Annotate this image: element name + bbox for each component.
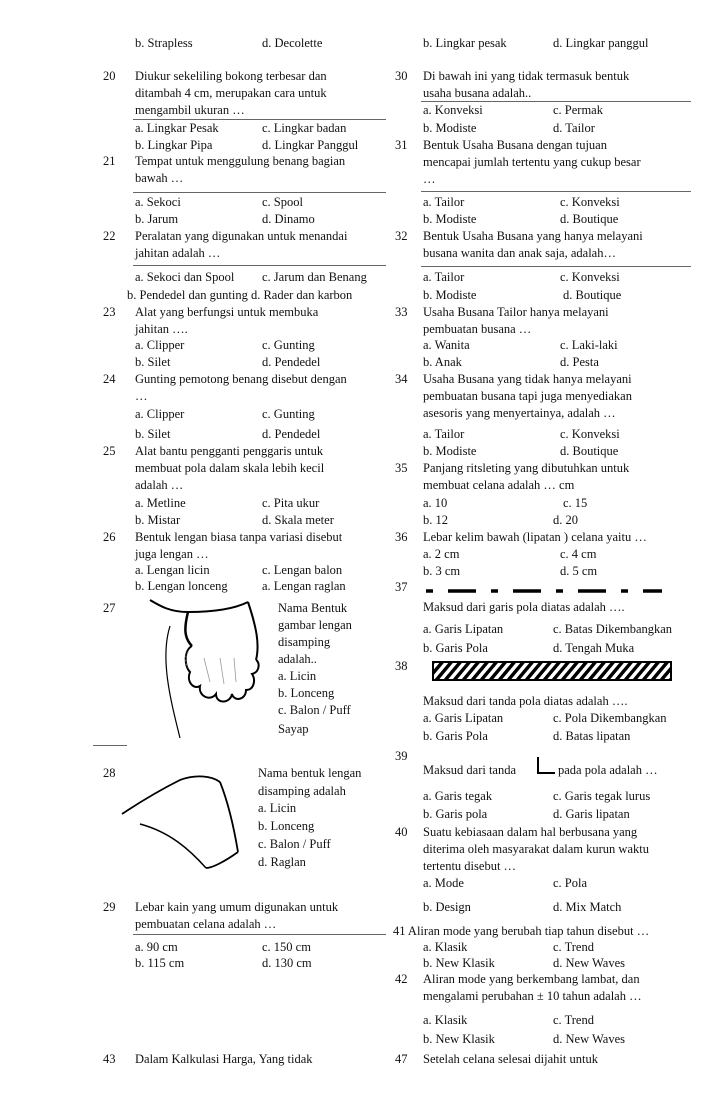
text-line: ditambah 4 cm, merupakan cara untuk <box>135 86 327 100</box>
separator <box>421 101 691 102</box>
text-line: 32 <box>395 229 408 243</box>
separator <box>93 745 127 746</box>
text-line: pembuatan celana adalah … <box>135 917 277 931</box>
text-line: 42 <box>395 972 408 986</box>
hatched-pattern-bar <box>432 661 672 681</box>
text-line: a. Tailor <box>423 270 465 284</box>
text-line: pembuatan busana tapi juga menyediakan <box>423 389 632 403</box>
text-line: Diukur sekeliling bokong terbesar dan <box>135 69 327 83</box>
text-line: d. New Waves <box>553 1032 626 1046</box>
text-line: 27 <box>103 601 116 615</box>
text-line: Sayap <box>278 722 309 736</box>
text-line: Panjang ritsleting yang dibutuhkan untuk <box>423 461 630 475</box>
text-line: d. Raglan <box>258 855 306 869</box>
text-line: b. New Klasik <box>423 956 495 970</box>
text-line: Bentuk Usaha Busana dengan tujuan <box>423 138 607 152</box>
text-line: a. Mode <box>423 876 464 890</box>
text-line: asesoris yang menyertainya, adalah … <box>423 406 616 420</box>
text-line: Peralatan yang digunakan untuk menandai <box>135 229 348 243</box>
separator <box>133 265 386 266</box>
separator <box>133 934 386 935</box>
text-line: … <box>423 172 436 186</box>
text-line: b. 115 cm <box>135 956 185 970</box>
text-line: Bentuk lengan biasa tanpa variasi disebut <box>135 530 343 544</box>
text-line: Maksud dari tanda pola diatas adalah …. <box>423 694 628 708</box>
text-line: d. 130 cm <box>262 956 312 970</box>
text-line: c. Garis tegak lurus <box>553 789 651 803</box>
text-line: b. 12 <box>423 513 448 527</box>
text-line: Maksud dari garis pola diatas adalah …. <box>423 600 625 614</box>
text-line: Maksud dari tanda <box>423 763 517 777</box>
dash-dot-pattern-line <box>424 586 664 596</box>
text-line: bawah … <box>135 171 184 185</box>
text-line: Dalam Kalkulasi Harga, Yang tidak <box>135 1052 313 1066</box>
text-line: 26 <box>103 530 116 544</box>
text-line: 35 <box>395 461 408 475</box>
text-line: 38 <box>395 659 408 673</box>
text-line: b. Garis Pola <box>423 729 488 743</box>
text-line: d. Mix Match <box>553 900 622 914</box>
text-line: b. Anak <box>423 355 462 369</box>
text-line: d. Boutique <box>563 288 622 302</box>
text-line: d. Dinamo <box>262 212 315 226</box>
text-line: Tempat untuk menggulung benang bagian <box>135 154 346 168</box>
text-line: 34 <box>395 372 408 386</box>
text-line: b. Modiste <box>423 444 477 458</box>
text-line: b. Garis pola <box>423 807 488 821</box>
text-line: pembuatan busana … <box>423 322 532 336</box>
text-line: Setelah celana selesai dijahit untuk <box>423 1052 598 1066</box>
text-line: c. Gunting <box>262 407 315 421</box>
text-line: a. Tailor <box>423 427 465 441</box>
text-line: c. Pola <box>553 876 588 890</box>
text-line: 41 Aliran mode yang berubah tiap tahun disebut … <box>393 924 650 938</box>
text-line: b. Pendedel dan gunting d. Rader dan karbon <box>127 288 353 302</box>
text-line: 25 <box>103 444 116 458</box>
text-line: b. Lingkar pesak <box>423 36 507 50</box>
text-line: c. Laki-laki <box>560 338 618 352</box>
text-line: a. 90 cm <box>135 940 178 954</box>
text-line: membuat celana adalah … cm <box>423 478 575 492</box>
text-line: d. Skala meter <box>262 513 334 527</box>
text-line: b. Lonceng <box>258 819 315 833</box>
text-line: adalah … <box>135 478 184 492</box>
text-line: c. Batas Dikembangkan <box>553 622 673 636</box>
text-line: b. Mistar <box>135 513 181 527</box>
text-line: a. Licin <box>258 801 297 815</box>
text-line: Nama bentuk lengan <box>258 766 362 780</box>
text-line: b. Silet <box>135 355 171 369</box>
text-line: d. Garis lipatan <box>553 807 630 821</box>
text-line: 40 <box>395 825 408 839</box>
text-line: 33 <box>395 305 408 319</box>
text-line: c. Konveksi <box>560 195 620 209</box>
text-line: b. Modiste <box>423 212 477 226</box>
text-line: disamping adalah <box>258 784 346 798</box>
separator <box>133 192 386 193</box>
text-line: c. Lengan balon <box>262 563 343 577</box>
text-line: d. Lingkar panggul <box>553 36 649 50</box>
text-line: d. Boutique <box>560 212 619 226</box>
text-line: a. Metline <box>135 496 186 510</box>
text-line: c. Balon / Puff <box>258 837 331 851</box>
text-line: d. Tengah Muka <box>553 641 635 655</box>
text-line: b. Lonceng <box>278 686 335 700</box>
text-line: d. 5 cm <box>560 564 598 578</box>
text-line: d. Pendedel <box>262 355 321 369</box>
text-line: c. Gunting <box>262 338 315 352</box>
text-line: 21 <box>103 154 116 168</box>
text-line: jahitan adalah … <box>135 246 221 260</box>
text-line: 47 <box>395 1052 408 1066</box>
text-line: Alat bantu pengganti penggaris untuk <box>135 444 324 458</box>
text-line: 30 <box>395 69 408 83</box>
text-line: a. Lengan raglan <box>262 579 346 593</box>
text-line: Aliran mode yang berkembang lambat, dan <box>423 972 640 986</box>
text-line: a. Garis Lipatan <box>423 622 504 636</box>
text-line: b. Lingkar Pipa <box>135 138 213 152</box>
text-line: c. 4 cm <box>560 547 597 561</box>
text-line: c. Jarum dan Benang <box>262 270 367 284</box>
text-line: c. Konveksi <box>560 270 620 284</box>
text-line: a. Clipper <box>135 338 185 352</box>
text-line: jahitan …. <box>135 322 188 336</box>
text-line: 20 <box>103 69 116 83</box>
text-line: a. Sekoci <box>135 195 181 209</box>
text-line: c. Konveksi <box>560 427 620 441</box>
text-line: … <box>135 389 148 403</box>
text-line: b. Lengan lonceng <box>135 579 228 593</box>
text-line: a. Klasik <box>423 1013 468 1027</box>
text-line: b. Jarum <box>135 212 179 226</box>
text-line: a. Konveksi <box>423 103 483 117</box>
text-line: juga lengan … <box>135 547 209 561</box>
text-line: Bentuk Usaha Busana yang hanya melayani <box>423 229 643 243</box>
text-line: 22 <box>103 229 116 243</box>
text-line: c. Permak <box>553 103 603 117</box>
text-line: 28 <box>103 766 116 780</box>
text-line: Lebar kelim bawah (lipatan ) celana yaitu … <box>423 530 647 544</box>
text-line: b. Modiste <box>423 121 477 135</box>
text-line: 23 <box>103 305 116 319</box>
text-line: mencapai jumlah tertentu yang cukup besar <box>423 155 641 169</box>
text-line: mengalami perubahan ± 10 tahun adalah … <box>423 989 642 1003</box>
text-line: d. New Waves <box>553 956 626 970</box>
text-line: b. Strapless <box>135 36 193 50</box>
text-line: b. 3 cm <box>423 564 461 578</box>
text-line: b. Modiste <box>423 288 477 302</box>
text-line: 24 <box>103 372 116 386</box>
text-line: b. Design <box>423 900 471 914</box>
text-line: a. Klasik <box>423 940 468 954</box>
text-line: d. Boutique <box>560 444 619 458</box>
text-line: a. Garis tegak <box>423 789 493 803</box>
text-line: 39 <box>395 749 408 763</box>
text-line: a. Wanita <box>423 338 470 352</box>
text-line: d. Tailor <box>553 121 595 135</box>
text-line: Lebar kain yang umum digunakan untuk <box>135 900 339 914</box>
text-line: Alat yang berfungsi untuk membuka <box>135 305 319 319</box>
text-line: d. 20 <box>553 513 578 527</box>
text-line: c. Trend <box>553 940 594 954</box>
text-line: pada pola adalah … <box>558 763 658 777</box>
text-line: Usaha Busana yang tidak hanya melayani <box>423 372 632 386</box>
text-line: c. Lingkar badan <box>262 121 347 135</box>
text-line: 43 <box>103 1052 116 1066</box>
text-line: c. 150 cm <box>262 940 311 954</box>
text-line: Di bawah ini yang tidak termasuk bentuk <box>423 69 630 83</box>
text-line: Suatu kebiasaan dalam hal berbusana yang <box>423 825 638 839</box>
text-line: Gunting pemotong benang disebut dengan <box>135 372 347 386</box>
text-line: a. 2 cm <box>423 547 460 561</box>
text-line: c. Pita ukur <box>262 496 320 510</box>
sleeve-illustration <box>120 772 250 872</box>
text-line: a. Lingkar Pesak <box>135 121 219 135</box>
text-line: b. Garis Pola <box>423 641 488 655</box>
text-line: 29 <box>103 900 116 914</box>
text-line: 36 <box>395 530 408 544</box>
text-line: d. Decolette <box>262 36 323 50</box>
text-line: mengambil ukuran … <box>135 103 245 117</box>
text-line: Nama Bentuk <box>278 601 348 615</box>
separator <box>421 191 691 192</box>
text-line: a. Licin <box>278 669 317 683</box>
text-line: Usaha Busana Tailor hanya melayani <box>423 305 609 319</box>
text-line: c. Spool <box>262 195 303 209</box>
text-line: b. New Klasik <box>423 1032 495 1046</box>
text-line: membuat pola dalam skala lebih kecil <box>135 461 325 475</box>
text-line: a. Garis Lipatan <box>423 711 504 725</box>
text-line: c. Pola Dikembangkan <box>553 711 667 725</box>
text-line: a. Sekoci dan Spool <box>135 270 235 284</box>
text-line: 31 <box>395 138 408 152</box>
text-line: c. Balon / Puff <box>278 703 351 717</box>
text-line: busana wanita dan anak saja, adalah… <box>423 246 616 260</box>
text-line: c. 15 <box>563 496 588 510</box>
text-line: d. Lingkar Panggul <box>262 138 359 152</box>
bell-sleeve-illustration <box>140 598 280 748</box>
text-line: a. Tailor <box>423 195 465 209</box>
text-line: a. Lengan licin <box>135 563 210 577</box>
text-line: disamping <box>278 635 331 649</box>
text-line: a. Clipper <box>135 407 185 421</box>
text-line: b. Silet <box>135 427 171 441</box>
text-line: d. Pendedel <box>262 427 321 441</box>
text-line: a. 10 <box>423 496 448 510</box>
text-line: adalah.. <box>278 652 317 666</box>
separator <box>133 119 386 120</box>
separator <box>421 266 691 267</box>
text-line: d. Batas lipatan <box>553 729 631 743</box>
grain-line-mark <box>536 756 556 776</box>
text-line: gambar lengan <box>278 618 352 632</box>
text-line: diterima oleh masyarakat dalam kurun waktu <box>423 842 649 856</box>
text-line: tertentu disebut … <box>423 859 517 873</box>
text-line: c. Trend <box>553 1013 594 1027</box>
text-line: usaha busana adalah.. <box>423 86 532 100</box>
text-line: d. Pesta <box>560 355 599 369</box>
text-line: 37 <box>395 580 408 594</box>
